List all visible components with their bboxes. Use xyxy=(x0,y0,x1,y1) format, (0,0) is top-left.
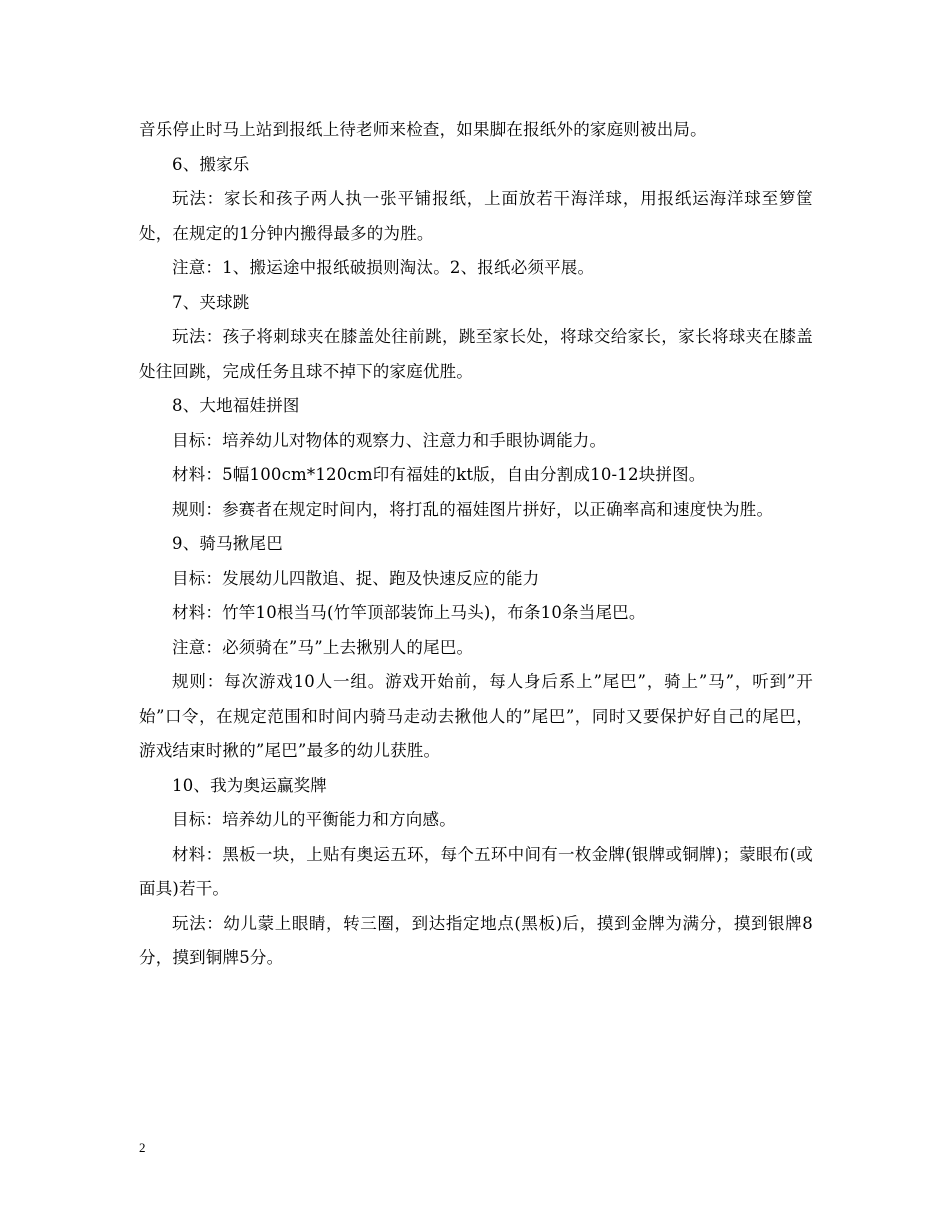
paragraph: 注意：1、搬运途中报纸破损则淘汰。2、报纸必须平展。 xyxy=(172,258,595,277)
paragraph: 目标：发展幼儿四散追、捉、跑及快速反应的能力 xyxy=(172,568,540,588)
paragraph: 规则：每次游戏10人一组。游戏开始前，每人身后系上”尾巴”，骑上”马”，听到”开始”口令，在规定范围和时间内骑马走动去揪他人的”尾巴”，同时又要保护好自己的尾巴，游戏结束时揪的”尾巴”最多的幼儿获胜。 xyxy=(139,672,813,760)
paragraph: 材料：黑板一块，上贴有奥运五环，每个五环中间有一枚金牌(银牌或铜牌)；蒙眼布(或面具)若干。 xyxy=(139,844,813,898)
paragraph: 材料：5幅100cm*120cm印有福娃的kt版，自由分割成10-12块拼图。 xyxy=(172,465,706,484)
section-heading: 10、我为奥运赢奖牌 xyxy=(172,775,327,795)
paragraph: 玩法：家长和孩子两人执一张平铺报纸，上面放若干海洋球，用报纸运海洋球至箩筐处，在规定的1分钟内搬得最多的为胜。 xyxy=(139,189,813,243)
page-body xyxy=(139,113,813,976)
page-number: 2 xyxy=(139,1140,146,1155)
paragraph: 玩法：孩子将刺球夹在膝盖处往前跳，跳至家长处，将球交给家长，家长将球夹在膝盖处往回跳，完成任务且球不掉下的家庭优胜。 xyxy=(139,327,813,381)
section-heading: 7、夹球跳 xyxy=(172,292,250,312)
paragraph: 规则：参赛者在规定时间内，将打乱的福娃图片拼好，以正确率高和速度快为胜。 xyxy=(172,499,774,519)
section-heading: 6、搬家乐 xyxy=(172,154,250,174)
paragraph: 玩法：幼儿蒙上眼睛，转三圈，到达指定地点(黑板)后，摸到金牌为满分，摸到银牌8分，摸到铜牌5分。 xyxy=(139,913,813,967)
section-heading: 9、骑马揪尾巴 xyxy=(172,534,283,553)
paragraph: 材料：竹竿10根当马(竹竿顶部装饰上马头)，布条10条当尾巴。 xyxy=(172,603,646,622)
paragraph: 注意：必须骑在”马”上去揪别人的尾巴。 xyxy=(172,637,474,657)
section-heading: 8、大地福娃拼图 xyxy=(172,396,300,415)
paragraph: 音乐停止时马上站到报纸上待老师来检查，如果脚在报纸外的家庭则被出局。 xyxy=(139,120,707,139)
paragraph: 目标：培养幼儿的平衡能力和方向感。 xyxy=(172,810,456,829)
paragraph: 目标：培养幼儿对物体的观察力、注意力和手眼协调能力。 xyxy=(172,430,607,450)
